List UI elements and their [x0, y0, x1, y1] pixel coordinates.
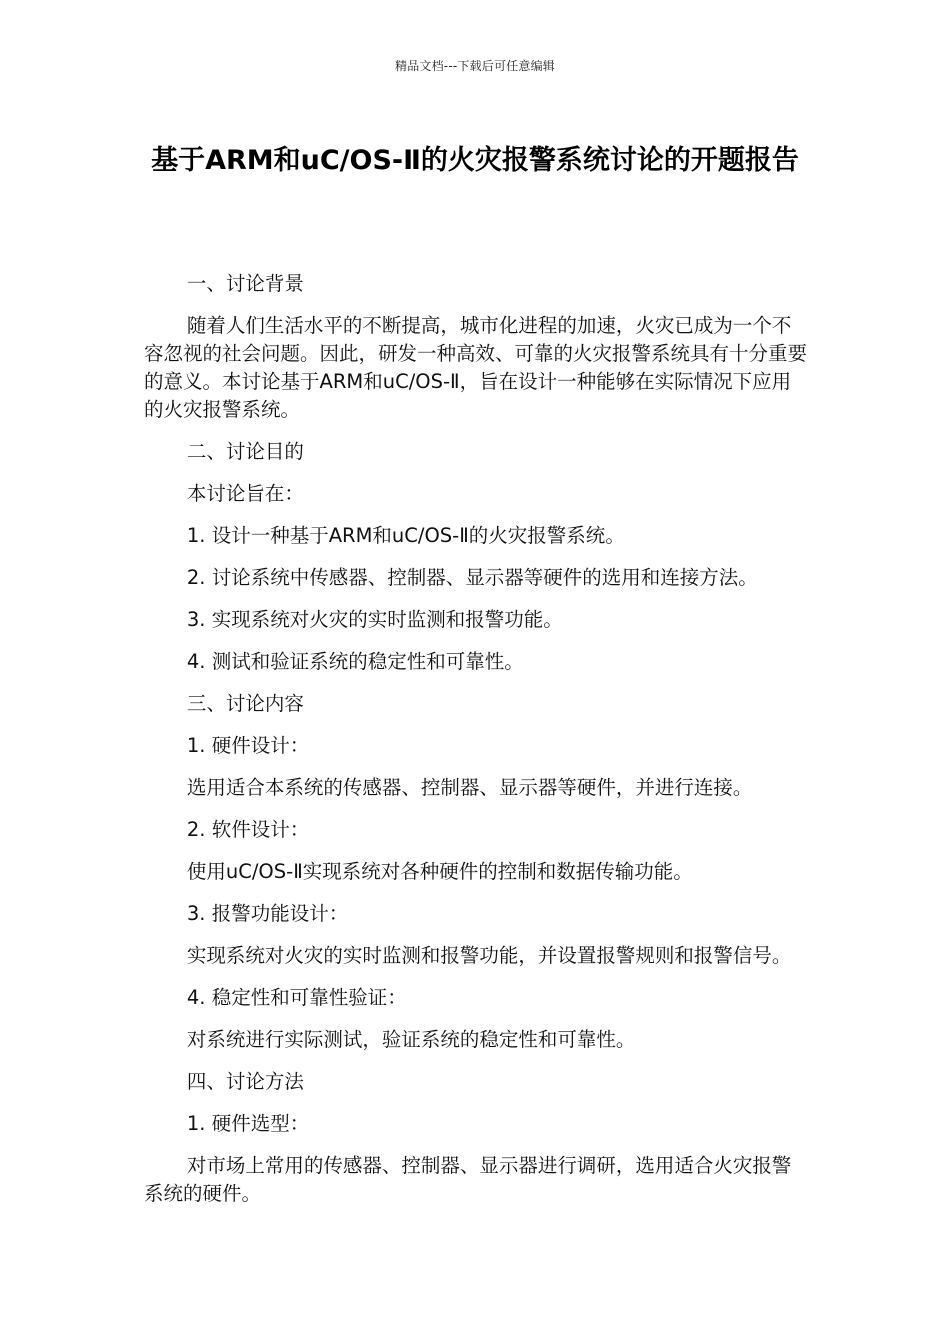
header-note: 精品文档---下载后可任意编辑: [395, 59, 555, 73]
subheading-software-design: 2. 软件设计：: [186, 818, 310, 841]
section-heading-methods: 四、讨论方法: [186, 1070, 304, 1093]
list-item-purpose-2: 2. 讨论系统中传感器、控制器、显示器等硬件的选用和连接方法。: [186, 566, 758, 589]
section-heading-content: 三、讨论内容: [186, 692, 304, 715]
list-item-purpose-1: 1. 设计一种基于ARM和uC/OS-Ⅱ的火灾报警系统。: [186, 524, 625, 547]
paragraph-alarm-design: 实现系统对火灾的实时监测和报警功能，并设置报警规则和报警信号。: [186, 944, 792, 967]
document-title: 基于ARM和uC/OS-Ⅱ的火灾报警系统讨论的开题报告: [151, 145, 799, 176]
subheading-hardware-design: 1. 硬件设计：: [186, 734, 310, 757]
paragraph-purpose-intro: 本讨论旨在：: [186, 482, 304, 505]
paragraph-software-design: 使用uC/OS-Ⅱ实现系统对各种硬件的控制和数据传输功能。: [186, 860, 693, 883]
subheading-hardware-selection: 1. 硬件选型：: [186, 1112, 310, 1135]
section-heading-purpose: 二、讨论目的: [186, 440, 304, 463]
list-item-purpose-4: 4. 测试和验证系统的稳定性和可靠性。: [186, 650, 524, 673]
list-item-purpose-3: 3. 实现系统对火灾的实时监测和报警功能。: [186, 608, 563, 631]
paragraph-hardware-selection: 对市场上常用的传感器、控制器、显示器进行调研，选用适合火灾报警系统的硬件。: [144, 1154, 792, 1205]
paragraph-background: 随着人们生活水平的不断提高，城市化进程的加速，火灾已成为一个不容忽视的社会问题。因此，研发一种高效、可靠的火灾报警系统具有十分重要的意义。本讨论基于ARM和uC/OS-Ⅱ，旨在设计一种能够在实际情况下应用的火灾报警系统。: [144, 314, 808, 421]
subheading-alarm-design: 3. 报警功能设计：: [186, 902, 349, 925]
document-body: [144, 270, 808, 1222]
paragraph-stability-verification: 对系统进行实际测试，验证系统的稳定性和可靠性。: [186, 1028, 636, 1051]
paragraph-hardware-design: 选用适合本系统的传感器、控制器、显示器等硬件，并进行连接。: [186, 776, 753, 799]
subheading-stability-verification: 4. 稳定性和可靠性验证：: [186, 986, 407, 1009]
section-heading-background: 一、讨论背景: [186, 272, 304, 295]
